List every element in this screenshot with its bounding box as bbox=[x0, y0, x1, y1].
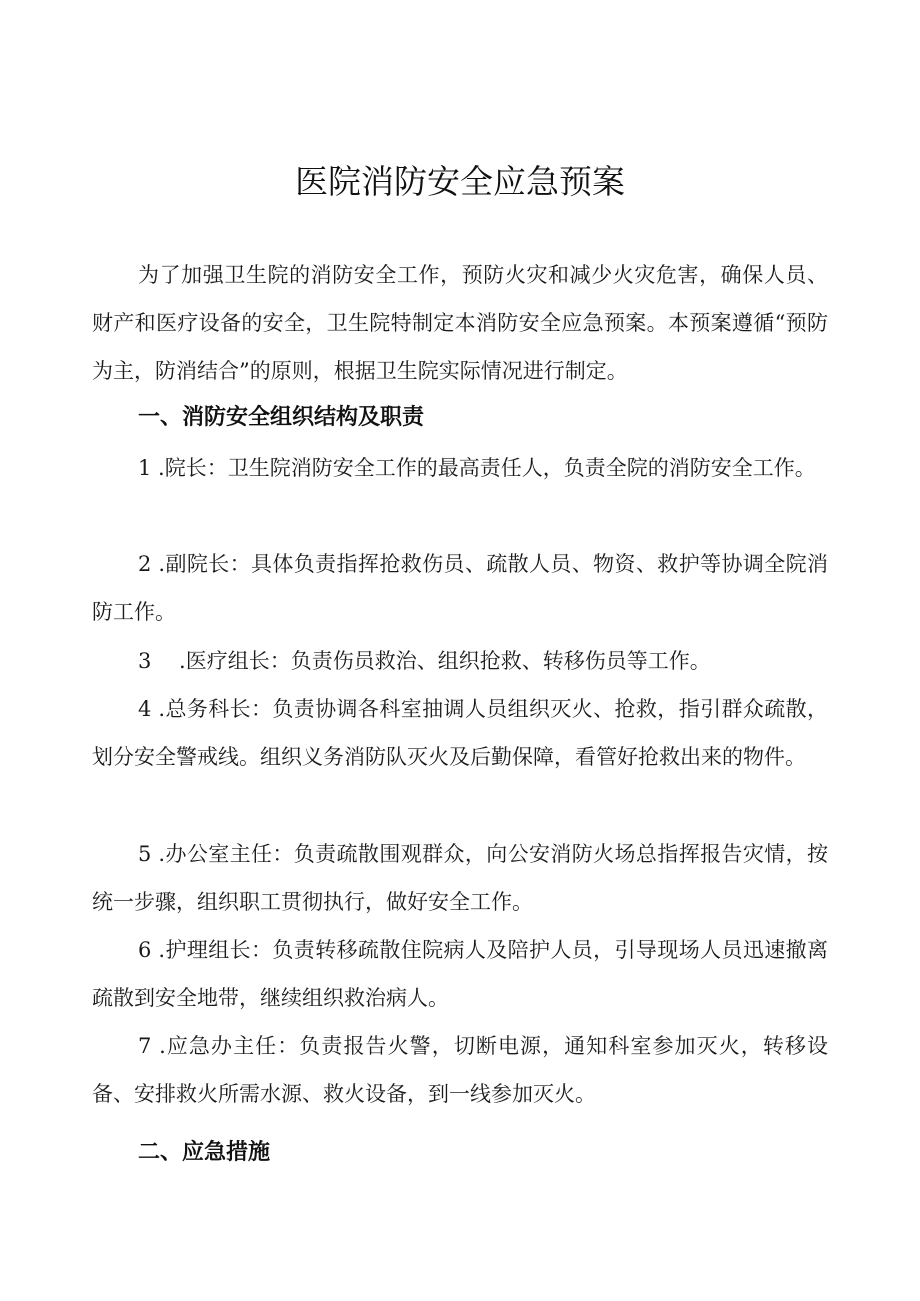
duty-item-nursing-leader: 6 .护理组长：负责转移疏散住院病人及陪护人员，引导现场人员迅速撤离疏散到安全地带，继续组织救治病人。 bbox=[92, 938, 828, 1010]
duty-item-emergency-office: 7 .应急办主任：负责报告火警，切断电源，通知科室参加灭火，转移设备、安排救火所需水源、救火设备，到一线参加灭火。 bbox=[92, 1034, 828, 1106]
duty-item-president: 1 .院长：卫生院消防安全工作的最高责任人，负责全院的消防安全工作。 bbox=[138, 456, 816, 480]
section-heading-emergency-measures: 二、应急措施 bbox=[138, 1140, 271, 1165]
section-heading-organization: 一、消防安全组织结构及职责 bbox=[138, 405, 425, 430]
document-title: 医院消防安全应急预案 bbox=[295, 162, 625, 201]
duty-item-medical-leader: 3 .医疗组长：负责伤员救治、组织抢救、转移伤员等工作。 bbox=[138, 649, 711, 673]
duty-item-general-affairs: 4 .总务科长：负责协调各科室抽调人员组织灭火、抢救，指引群众疏散，划分安全警戒线。组织义务消防队灭火及后勤保障，看管好抢救出来的物件。 bbox=[92, 697, 828, 769]
intro-paragraph: 为了加强卫生院的消防安全工作，预防火灾和减少火灾危害，确保人员、财产和医疗设备的安全，卫生院特制定本消防安全应急预案。本预案遵循“预防为主，防消结合”的原则，根据卫生院实际情况进行制定。 bbox=[92, 263, 828, 383]
duty-item-office-director: 5 .办公室主任：负责疏散围观群众，向公安消防火场总指挥报告灾情，按统一步骤，组织职工贯彻执行，做好安全工作。 bbox=[92, 842, 828, 914]
duty-item-vice-president: 2 .副院长：具体负责指挥抢救伤员、疏散人员、物资、救护等协调全院消防工作。 bbox=[92, 552, 828, 624]
